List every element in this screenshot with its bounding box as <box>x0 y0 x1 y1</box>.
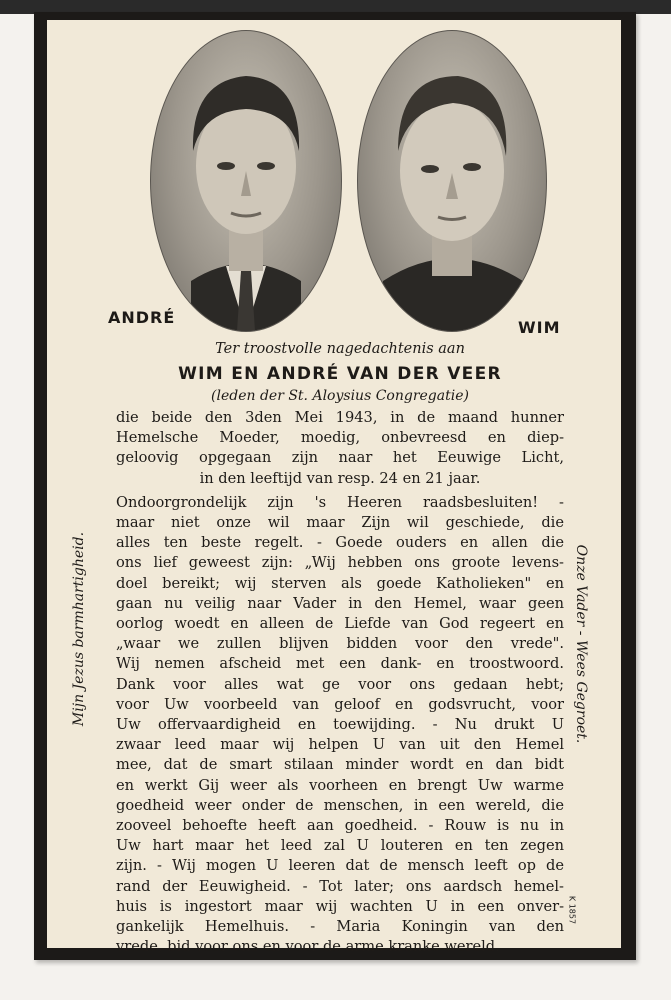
text-line: maar niet onze wil maar Zijn wil geschiede, die <box>116 514 564 532</box>
name-label-wim: WIM <box>518 318 561 337</box>
intro-line: Ter troostvolle nagedachtenis aan <box>215 341 465 357</box>
print-code <box>560 890 584 930</box>
memorial-text <box>116 408 564 957</box>
text-line: gaan nu veilig naar Vader in den Hemel, waar geen <box>116 594 564 612</box>
text-line: die beide den 3den Mei 1943, in de maand hunner <box>116 409 564 426</box>
text-line: in den leeftijd van resp. 24 en 21 jaar. <box>199 469 481 487</box>
text-line: Wij nemen afscheid met een dank- en troostwoord. <box>116 655 564 673</box>
text-line: vrede, bid voor ons en voor de arme kranke wereld. <box>116 938 500 956</box>
text-line: alles ten beste regelt. - Goede ouders en allen die <box>116 534 564 552</box>
text-line: Uw hart maar het leed zal U louteren en ten zegen <box>116 837 564 855</box>
text-line: rand der Eeuwigheid. - Tot later; ons aardsch hemel- <box>116 877 564 895</box>
text-line: en werkt Gij weer als voorheen en brengt Uw warme <box>116 776 564 794</box>
portrait-wim <box>357 30 547 332</box>
text-line: mee, dat de smart stilaan minder wordt en dan bidt <box>116 756 564 774</box>
side-prayer-left <box>64 498 94 760</box>
text-line: „waar we zullen blijven bidden voor den vrede". <box>116 635 564 653</box>
text-line: huis is ingestort maar wij wachten U in een onver- <box>116 897 564 915</box>
text-line: gankelijk Hemelhuis. - Maria Koningin van den <box>116 918 564 936</box>
text-line: Dank voor alles wat ge voor ons gedaan hebt; <box>116 675 564 693</box>
portrait-andre <box>150 30 342 332</box>
text-line: zwaar leed maar wij helpen U van uit den Hemel <box>116 736 564 754</box>
text-line: geloovig opgegaan zijn naar het Eeuwige Licht, <box>116 449 564 467</box>
text-line: zijn. - Wij mogen U leeren dat de mensch leeft op de <box>116 857 564 875</box>
text-line: zooveel behoefte heeft aan goedheid. - Rouw is nu in <box>116 817 564 835</box>
text-line: Ondoorgrondelijk zijn 's Heeren raadsbesluiten! - <box>116 493 564 511</box>
congregation-subtitle: (leden der St. Aloysius Congregatie) <box>211 388 469 404</box>
side-prayer-right-text: Onze Vader - Wees Gegroet. <box>573 544 589 744</box>
print-code-text: K 1857 <box>567 895 577 925</box>
text-line: doel bereikt; wij sterven als goede Katholieken" en <box>116 574 564 592</box>
text-line: voor Uw voorbeeld van geloof en godsvrucht, voor <box>116 695 564 713</box>
text-line: Uw offervaardigheid en toewijding. - Nu drukt U <box>116 716 564 734</box>
text-line: ons lief geweest zijn: „Wij hebben ons groote levens- <box>116 554 564 572</box>
side-prayer-left-text: Mijn Jezus barmhartigheid. <box>71 531 87 727</box>
text-line: goedheid weer onder de menschen, in een wereld, die <box>116 796 564 814</box>
name-label-andre: ANDRÉ <box>108 308 176 327</box>
side-prayer-right <box>566 510 596 778</box>
text-line: Hemelsche Moeder, moedig, onbevreesd en diep- <box>116 429 564 447</box>
text-line: oorlog woedt en alleen de Liefde van God regeert en <box>116 615 564 633</box>
deceased-names-heading: WIM EN ANDRÉ VAN DER VEER <box>178 364 502 384</box>
